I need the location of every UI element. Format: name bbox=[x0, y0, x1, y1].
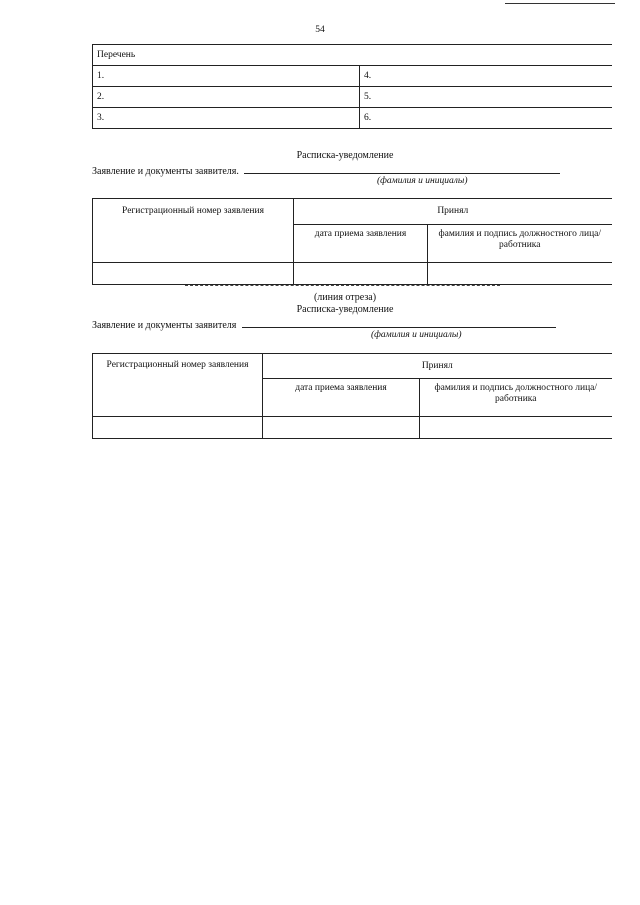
signature-header: фамилия и подпись должностного лица/работника bbox=[420, 379, 612, 417]
date-cell[interactable] bbox=[263, 417, 420, 439]
accepted-header: Принял bbox=[263, 354, 612, 379]
reg-number-header: Регистрационный номер заявления bbox=[93, 199, 294, 263]
table-row bbox=[93, 66, 612, 87]
receipt-title: Расписка-уведомление bbox=[296, 150, 394, 161]
receipt-title: Расписка-уведомление bbox=[296, 304, 394, 315]
table-row bbox=[93, 108, 612, 129]
date-header: дата приема заявления bbox=[263, 379, 420, 417]
table-row bbox=[93, 45, 612, 66]
documents-list-table bbox=[92, 44, 612, 129]
applicant-label: Заявление и документы заявителя. bbox=[92, 166, 239, 177]
applicant-name-field[interactable] bbox=[242, 317, 556, 328]
table-row bbox=[93, 417, 612, 439]
list-header: Перечень bbox=[93, 45, 612, 66]
registration-table bbox=[92, 198, 612, 285]
page-number: 54 bbox=[315, 25, 325, 35]
signature-cell[interactable] bbox=[428, 263, 612, 285]
cut-line bbox=[185, 285, 500, 286]
signature-header: фамилия и подпись должностного лица/работника bbox=[428, 224, 612, 262]
cut-line-label: (линия отреза) bbox=[313, 292, 377, 303]
date-header: дата приема заявления bbox=[294, 224, 428, 262]
reg-number-header: Регистрационный номер заявления bbox=[93, 354, 263, 417]
table-row bbox=[93, 87, 612, 108]
list-item: 3. bbox=[93, 108, 360, 129]
name-hint: (фамилия и инициалы) bbox=[377, 176, 468, 186]
name-hint: (фамилия и инициалы) bbox=[371, 330, 462, 340]
reg-number-cell[interactable] bbox=[93, 417, 263, 439]
list-item: 6. bbox=[360, 108, 612, 129]
top-right-rule bbox=[505, 3, 615, 4]
signature-cell[interactable] bbox=[420, 417, 612, 439]
table-row bbox=[93, 354, 612, 379]
date-cell[interactable] bbox=[294, 263, 428, 285]
applicant-line bbox=[92, 317, 556, 332]
list-item: 1. bbox=[93, 66, 360, 87]
accepted-header: Принял bbox=[294, 199, 612, 225]
registration-table bbox=[92, 353, 612, 439]
reg-number-cell[interactable] bbox=[93, 263, 294, 285]
table-row bbox=[93, 199, 612, 225]
applicant-label: Заявление и документы заявителя bbox=[92, 320, 237, 331]
list-item: 4. bbox=[360, 66, 612, 87]
list-item: 5. bbox=[360, 87, 612, 108]
applicant-name-field[interactable] bbox=[244, 163, 560, 174]
applicant-line bbox=[92, 163, 560, 178]
list-item: 2. bbox=[93, 87, 360, 108]
table-row bbox=[93, 263, 612, 285]
